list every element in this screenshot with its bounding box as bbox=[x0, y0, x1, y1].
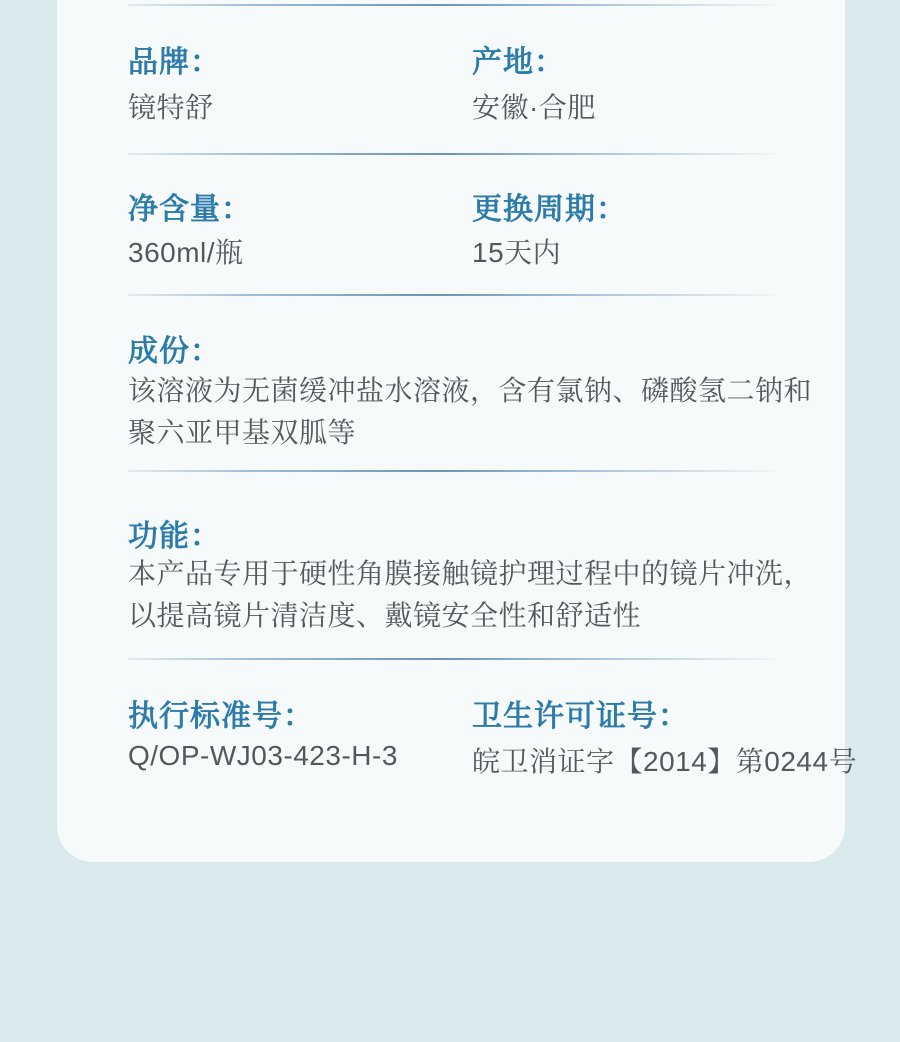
divider-2 bbox=[128, 294, 776, 296]
function-label: 功能： bbox=[128, 520, 221, 553]
function-line-2: 以提高镜片清洁度、戴镜安全性和舒适性 bbox=[128, 600, 642, 631]
license-value: 皖卫消证字【2014】第0244号 bbox=[472, 746, 858, 777]
net-content-value: 360ml/瓶 bbox=[128, 237, 244, 268]
divider-3 bbox=[128, 470, 776, 472]
ingredients-text bbox=[128, 370, 812, 454]
ingredients-line-1: 该溶液为无菌缓冲盐水溶液，含有氯钠、磷酸氢二钠和 bbox=[128, 375, 813, 406]
origin-value: 安徽·合肥 bbox=[472, 92, 596, 123]
brand-value: 镜特舒 bbox=[128, 92, 214, 123]
divider-1 bbox=[128, 153, 776, 155]
ingredients-label: 成份： bbox=[128, 335, 221, 368]
standard-value: Q/OP-WJ03-423-H-3 bbox=[128, 740, 398, 771]
origin-label: 产地： bbox=[472, 46, 565, 79]
function-text bbox=[128, 553, 812, 637]
license-label: 卫生许可证号： bbox=[472, 700, 689, 733]
ingredients-line-2: 聚六亚甲基双胍等 bbox=[128, 417, 357, 448]
divider-4 bbox=[128, 658, 776, 660]
function-line-1: 本产品专用于硬性角膜接触镜护理过程中的镜片冲洗， bbox=[128, 558, 813, 589]
brand-label: 品牌： bbox=[128, 46, 221, 79]
divider-top bbox=[128, 4, 776, 6]
cycle-value: 15天内 bbox=[472, 237, 562, 268]
standard-label: 执行标准号： bbox=[128, 700, 314, 733]
net-content-label: 净含量： bbox=[128, 193, 252, 226]
cycle-label: 更换周期： bbox=[472, 193, 627, 226]
